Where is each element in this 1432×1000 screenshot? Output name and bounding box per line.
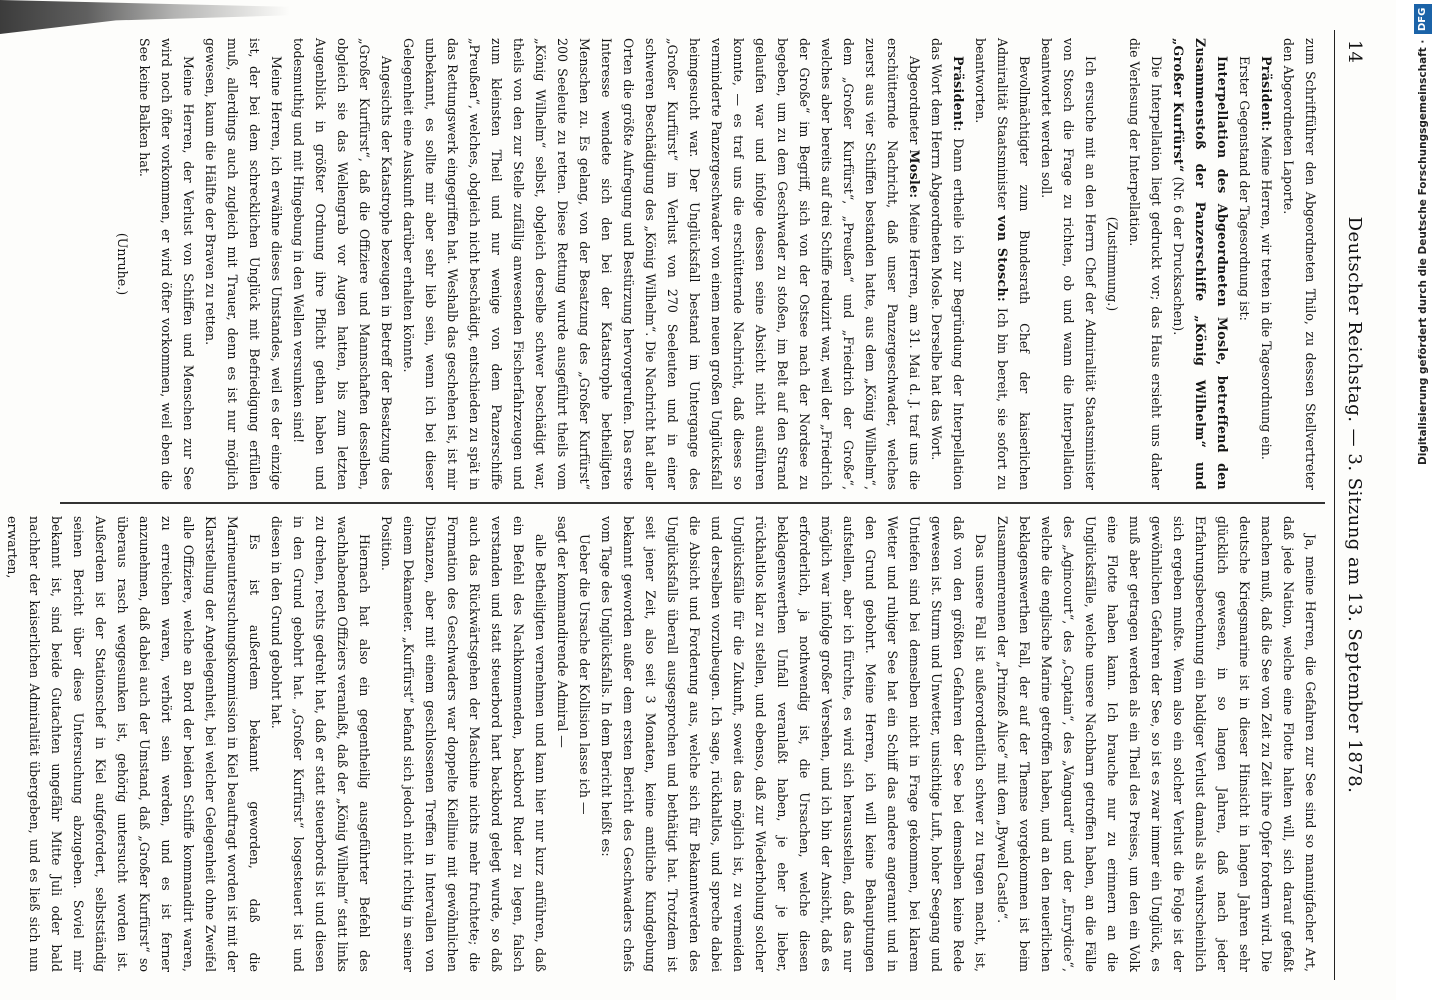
paragraph: [397, 38, 925, 490]
paragraph: Ich ersuche mit an den Herrn Chef der Admiralität Staatsminister von Stosch die Frage zu richten, ob und wann die Interpellation beantwortet werden soll.: [1039, 38, 1098, 490]
paragraph: Ja, meine Herren, die Gefahren zur See sind so mannigfacher Art, daß jede Nation, welche eine Flotte halten will, sich darauf gefaßt machen muß, daß die See von Zeit zu Zeit ihre Opfer fordern wird. Die deutsche Kriegsmarine ist in dieser Hinsicht in langen Jahren sehr glücklich gewesen, in so langen Jahren, daß nach jeder Erfahrungsberechnung ein baldiger Verlust damals als wahrscheinlich sich ergeben mußte. Wenn also ein solcher Verlust die Folge ist der gewöhnlichen Gefahren der See, so ist es zwar immer ein Unglück, es muß aber getragen werden als ein Theil des Preises, um den ein Volk eine Flotte haben kann. Ich brauche nur zu erinnern an die Unglücksfälle, welche unsere Nachbarn getroffen haben, an die Fälle des „Agincourt“, des „Captain“, des „Vanguard“ und der „Eurydice“, welche die englische Marine getroffen haben, und an den neuerlichen beklagenswerthen Fall, der auf der Themse vorgekommen ist beim Zusammenrennen der „Prinzeß Alice“ mit dem „Bywell Castle“.: [995, 516, 1318, 972]
agenda-item-title: Interpellation des Abgeordneten Mosle, betreffend den Zusammenstoß der Panzerschiffe „König Wilhelm“ und „Großer Kurfürst“: [1171, 38, 1230, 490]
speaker-name: Mosle:: [907, 149, 922, 199]
speech-text: Dann ertheile ich zur Begründung der Interpellation das Wort dem Herrn Abgeordneten Mosle. Derselbe hat das Wort.: [929, 38, 966, 490]
column-divider: [60, 502, 1325, 504]
paragraph: [925, 38, 969, 490]
paragraph: zum Schriftführer den Abgeordneten Thilo, zu dessen Stellvertreter den Abgeordneten Laporte.: [1281, 38, 1318, 490]
agenda-item-ref: (Nr. 6 der Drucksachen).: [1171, 172, 1186, 336]
paragraph: sagt der kommandirende Admiral —: [555, 516, 570, 748]
paragraph: Angesichts der Katastrophe bezeugen in Betreff der Besatzung des „Großer Kurfürst“, daß die Offiziere und Mannschaften desselben, obgleich sie das Wellengrab vor Augen hatten, bis zum letzten Augenblick in größter Ordnung ihre Pflicht gethan haben und todesmuthig und mit Hingebung in den Wellen versunken sind!: [291, 38, 394, 490]
speaker-title: Bevollmächtigter zum Bundesrath Chef der kaiserlichen Admiralität Staatsminister: [995, 38, 1032, 490]
page-title: Deutscher Reichstag. — 3. Sitzung am 13. September 1878.: [1344, 216, 1365, 794]
speaker-title: Abgeordneter: [907, 56, 922, 150]
paragraph: Das unsere Fall ist außerordentlich schwer zu tragen macht, ist, daß von den größten Gefahren der See bei demselben keine Rede gewesen ist. Sturm und Unwetter, unsichtige Luft, hoher Seegang und Untiefen sind bei demselben nicht in Frage gekommen, bei klarem Wetter und ruhiger See hat ein Schiff das andere angerannt und in den Grund gebohrt. Meine Herren, ich will keine Behauptungen aufstellen, aber ich fürchte, es wird sich herausstellen, daß das nur möglich war infolge großer Versehen, und ich bin der Ansicht, daß es erforderlich, ja nothwendig ist, die Ursachen, welche diesen beklagenswerthen Unfall veranlaßt haben, je eher je lieber, rückhaltlos klar zu stellen, und ebenso, daß zur Wiederholung solcher Unglücksfälle für die Zukunft, soweit das möglich ist, zu vermeiden und derselben vorzubeugen. Ich sage, rückhaltlos, und spreche dabei die Absicht und Forderung aus, welche sich für Bekanntwerden des Unglücksfalls überall ausgesprochen und bethätigt hat. Trotzdem ist seit jener Zeit, also seit 3 Monaten, keine amtliche Kundgebung bekannt geworden außer dem ersten Bericht des Geschwaders chefs vom Tage des Unglücksfalls. In dem Bericht heißt es:: [599, 516, 988, 972]
rotated-newspaper-page: [5, 30, 1375, 980]
speech-text: Ich bin bereit, sie sofort zu beantworten.: [973, 38, 1010, 491]
paragraph: Die Interpellation liegt gedruckt vor; das Haus ersieht uns daher die Verlesung der Interpellation.: [1127, 38, 1164, 490]
page-number: 14: [1344, 40, 1365, 63]
digitization-credit: Digitalisierung gefördert durch die Deutsche Forschungsgemeinschaft ·: [1417, 40, 1429, 466]
paragraph: Meine Herren, ich erwähne dieses Umstandes, weil es der einzige ist, der bei dem schrecklichen Unglück mit Befriedigung erfüllen muß, allerdings auch zugleich mit Trauer, denn es ist nur möglich gewesen, kaum die Hälfte der Braven zu retten.: [203, 38, 284, 490]
speech-text: Meine Herren, am 31. Mai d. J. traf uns die erschütternde Nachricht, daß unser Panzergeschwader, welches zuerst aus vier Schiffen bestanden hatte, aus dem „König Wilhelm“, dem „Großer Kurfürst“, „Preußen“ und „Friedrich der Große“, welches aber bereits auf drei Schiffe reduzirt war, weil der „Friedrich der Große“ im Begriff, sich von der Ostsee nach der Nordsee zu begeben, um zu dem Geschwader zu stoßen, im Belt auf den Strand gelaufen war und infolge dessen seine Absicht nicht ausführen konnte, — es traf uns die erschütternde Nachricht, daß dieses so verminderte Panzergeschwader von einem neuen großen Unglücksfall heimgesucht war. Der Unglücksfall bestand im Untergange des „Großer Kurfürst“ im Verlust von 270 Seeleuten und in einer schweren Beschädigung des „König Wilhelm“. Die Nachricht hat aller Orten die größte Aufregung und Bestürzung hervorgerufen. Das erste Interesse wendete sich den bei der Katastrophe betheiligten Menschen zu. Es gelang, von der Besatzung des „Großer Kurfürst“ 200 Seeleute zu retten. Diese Rettung wurde ausgeführt theils vom „König Wilhelm“ selbst, obgleich derselbe schwer beschädigt war, theils von den zur Stelle zufällig anwesenden Fischerfahrzeugen und zum kleinsten Theil und nur wenige von dem Panzerschiffe „Preußen“, welches, obgleich nicht beschädigt, entschieden zu spät in das Rettungswerk eingegriffen hat. Weshalb das geschehen ist, ist mir unbekannt, es sollte mir aber sehr lieb sein, wenn ich bei dieser Gelegenheit eine Auskunft darüber erhalten könnte.: [401, 38, 922, 491]
speaker-name: Präsident:: [951, 56, 966, 132]
quote-paragraph: alle Betheiligten vernehmen und kann hier nur kurz anführen, daß ein Befehl des Nachkommenden, backbord Ruder zu legen, falsch verstanden und statt steuerbord hart backbord gelegt wurde, so daß auch das Rückwärtsgehen der Maschine nichts mehr fruchtete; die Formation des Geschwaders war doppelte Kiellinie mit gewöhnlichen Distanzen, aber mit einem geschlossenen Treffen in Intervallen von einem Dekameter. „Kurfürst“ befand sich jedoch nicht richtig in seiner Position.: [379, 516, 548, 972]
dfg-logo: DFG: [1414, 4, 1432, 34]
running-head: [1334, 30, 1375, 980]
paragraph: Meine Herren, der Verlust von Schiffen und Menschen zur See wird noch öfter vorkommen, er wird öfter vorkommen, weil eben die See keine Balken hat.: [137, 38, 196, 490]
paragraph: Hiernach hat also ein gegentheilig ausgeführter Befehl des wachhabenden Offiziers veranlaßt, daß der „König Wilhelm“ statt links zu drehen, rechts gedreht hat, daß er statt steuerbords ist und diesen in den Grund gebohrt hat. „Großer Kurfürst“ losgesteuert ist und diesen in den Grund gebohrt hat.: [269, 516, 372, 972]
paragraph: Erster Gegenstand der Tagesordnung ist:: [1237, 56, 1252, 321]
speaker-name: von Stosch:: [995, 215, 1010, 302]
quote-line: Ueber die Ursache der Kollision lasse ich —: [577, 534, 592, 815]
paragraph: [969, 38, 1035, 490]
interjection: (Zustimmung.): [1105, 216, 1120, 312]
interjection: (Unruhe.): [115, 232, 130, 296]
scan-smudge: [0, 0, 290, 34]
paragraph: Es ist außerdem bekannt geworden, daß die Marineuntersuchungskommission in Kiel beauftragt worden ist mit der Klarstellung der Angelegenheit, bei welcher Gelegenheit ohne Zweifel alle Offiziere, welche an Bord der beiden Schiffe kommandirt waren, zu erreichen waren, verhört sein werden, und es ist ferner anzunehmen, daß dabei auch der Umstand, daß „Großer Kurfürst“ so überaus rasch weggesunken ist, gehörig untersucht worden ist. Außerdem ist der Stationschef in Kiel aufgefordert, selbstständig seinen Bericht über diese Untersuchung abzugeben. Soviel mir bekannt ist, sind beide Gutachten ungefähr Mitte Juli oder bald nachher der kaiserlichen Admiralität übergeben, und es ließ sich nun erwarten,: [5, 516, 262, 972]
speaker-name: Präsident:: [1259, 56, 1274, 132]
left-column: [61, 38, 1321, 490]
speech-text: Meine Herren, wir treten in die Tagesordnung ein.: [1259, 131, 1274, 460]
paragraph: [1167, 38, 1233, 490]
paragraph: [1255, 38, 1277, 490]
right-column: [5, 516, 1321, 972]
